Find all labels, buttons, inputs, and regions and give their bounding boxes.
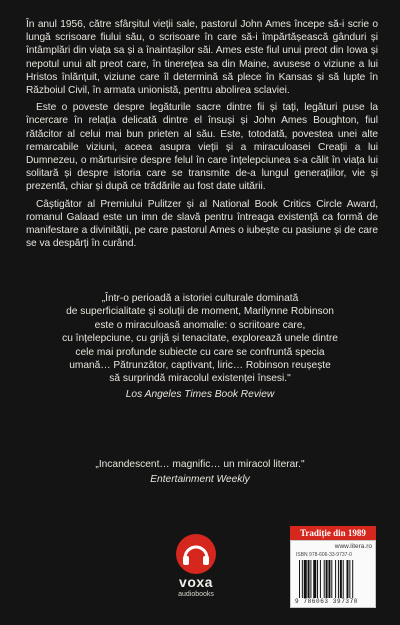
tradition-badge: Tradiție din 1989 xyxy=(290,526,376,540)
quote-source: Los Angeles Times Book Review xyxy=(125,388,275,400)
quote-line: cu înțelepciune, cu grijă și tenacitate, explorează unele dintre xyxy=(62,333,338,345)
website-label: www.litera.ro xyxy=(334,543,372,550)
headphones-logo-icon xyxy=(175,533,217,575)
barcode-panel xyxy=(290,540,376,608)
isbn-label: ISBN 978-606-33-9737-0 xyxy=(296,552,352,558)
publisher-subtitle: audiobooks xyxy=(178,591,214,598)
back-cover-blurb xyxy=(26,18,378,254)
barcode-icon xyxy=(299,560,369,598)
blurb-paragraph: În anul 1956, către sfârșitul vieții sale, pastorul John Ames începe să-i scrie o lungă scrisoare fiului său, o scrisoare în care să-i împărtășească gânduri și întâmplări din viața sa și a înaintașilor săi. Ames este fiul unui preot din Iowa și nepotul unui alt preot care, în tinerețea sa din Maine, avusese o viziune a lui Hristos înlănțuit, viziune care îl determină să plece în Kansas și să lupte în Războiul Civil, în armata unionistă, pentru abolirea sclaviei. xyxy=(26,19,378,97)
barcode-digits: 9 786063 397370 xyxy=(295,598,359,605)
quote-line: să surprindă miracolul existenței însesi." xyxy=(109,373,291,385)
quote-line: cele mai profunde subiecte cu care se confruntă specia xyxy=(75,346,325,358)
quote-source: Entertainment Weekly xyxy=(150,474,250,486)
quote-line: este o miraculoasă anomalie: o scriitoare care, xyxy=(94,319,306,331)
review-quote-ew xyxy=(0,458,400,487)
quote-line: de superficialitate și soluții de moment, Marilynne Robinson xyxy=(66,306,334,318)
quote-line: umană… Pătrunzător, captivant, liric… Robinson reușește xyxy=(69,360,331,372)
publisher-name: voxa xyxy=(179,574,213,590)
blurb-paragraph xyxy=(26,198,378,251)
review-quote-lat xyxy=(0,292,400,401)
quote-line: „Într-o perioadă a istoriei culturale dominată xyxy=(101,293,299,304)
quote-line: „Incandescent… magnific… un miracol literar." xyxy=(95,459,305,470)
blurb-paragraph: Este o poveste despre legăturile sacre dintre fii și tați, legături puse la încercare în relația delicată dintre el însuși și John Ames Boughton, fiul rătăcitor al celui mai bun prieten al său. Este, totodată, povestea unei alte remarcabile viziuni, aceea asupra vieții și a miraculoasei Creații a lui Dumnezeu, o mărturisire despre felul în care înțelepciunea s-a călit în viața lui solitară și despre istoria care se transmite de-a lungul generațiilor, vie și prezentă, chiar și după ce trădările au fost date uitării. xyxy=(26,102,378,193)
blurb-paragraph-text: Câștigător al Premiului Pulitzer și al National Book Critics Circle Award, romanul Galaad este un imn de slavă pentru întreaga existență ca formă de manifestare a divinității, pe care pastorul Ames o iubește cu pasiune și de care se va despărți în curând. xyxy=(26,198,378,250)
